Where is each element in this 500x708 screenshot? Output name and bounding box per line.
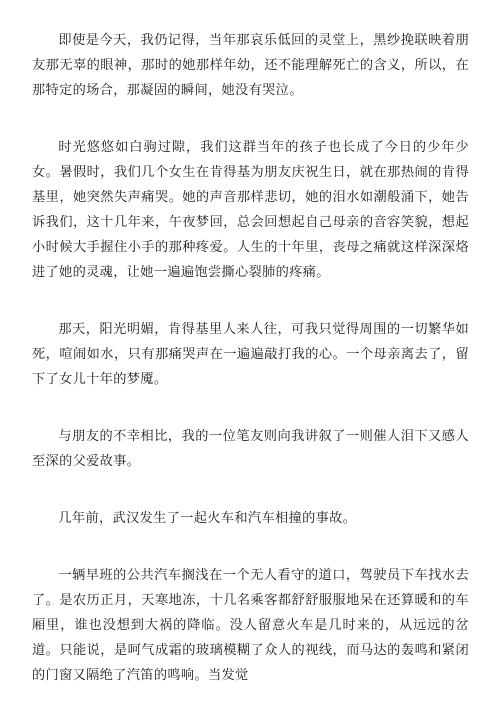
paragraph: 几年前，武汉发生了一起火车和汽车相撞的事故。	[58, 511, 357, 526]
paragraph: 时光悠悠如白驹过隙，我们这群当年的孩子也长成了今日的少年少女。暑假时，我们几个女生在肯得基为朋友庆祝生日，就在那热闹的肯得基里，她突然失声痛哭。她的声音那样悲切，她的泪水如潮般涌下，她告诉我们，这十几年来，午夜梦回，总会回想起自己母亲的音容笑貌，想起小时候大手握住小手的那种疼爱。人生的十年里，丧母之痛就这样深深烙进了她的灵魂，让她一遍遍饱尝撕心裂肺的疼痛。	[32, 140, 469, 280]
paragraph: 与朋友的不幸相比，我的一位笔友则向我讲叙了一则催人泪下又感人至深的父爱故事。	[32, 429, 469, 469]
paragraph: 那天，阳光明媚，肯得基里人来人往，可我只觉得周围的一切繁华如死，喧闹如水，只有那痛哭声在一遍遍敲打我的心。一个母亲离去了，留下了女儿十年的梦魇。	[32, 322, 469, 387]
paragraph: 即使是今天，我仍记得，当年那哀乐低回的灵堂上，黑纱挽联映着朋友那无辜的眼神，那时的她那样年幼，还不能理解死亡的含义，所以，在那特定的场合，那凝固的瞬间，她没有哭泣。	[32, 33, 469, 98]
paragraph: 一辆早班的公共汽车搁浅在一个无人看守的道口，驾驶员下车找水去了。是农历正月，天寒地冻，十几名乘客都舒舒服服地呆在还算暖和的车厢里，谁也没想到大祸的降临。没人留意火车是几时来的，从远远的岔道。只能说，是呵气成霜的玻璃模糊了众人的视线，而马达的轰鸣和紧闭的门窗又隔绝了汽笛的鸣响。当发觉	[32, 568, 469, 683]
document-page	[32, 28, 469, 688]
